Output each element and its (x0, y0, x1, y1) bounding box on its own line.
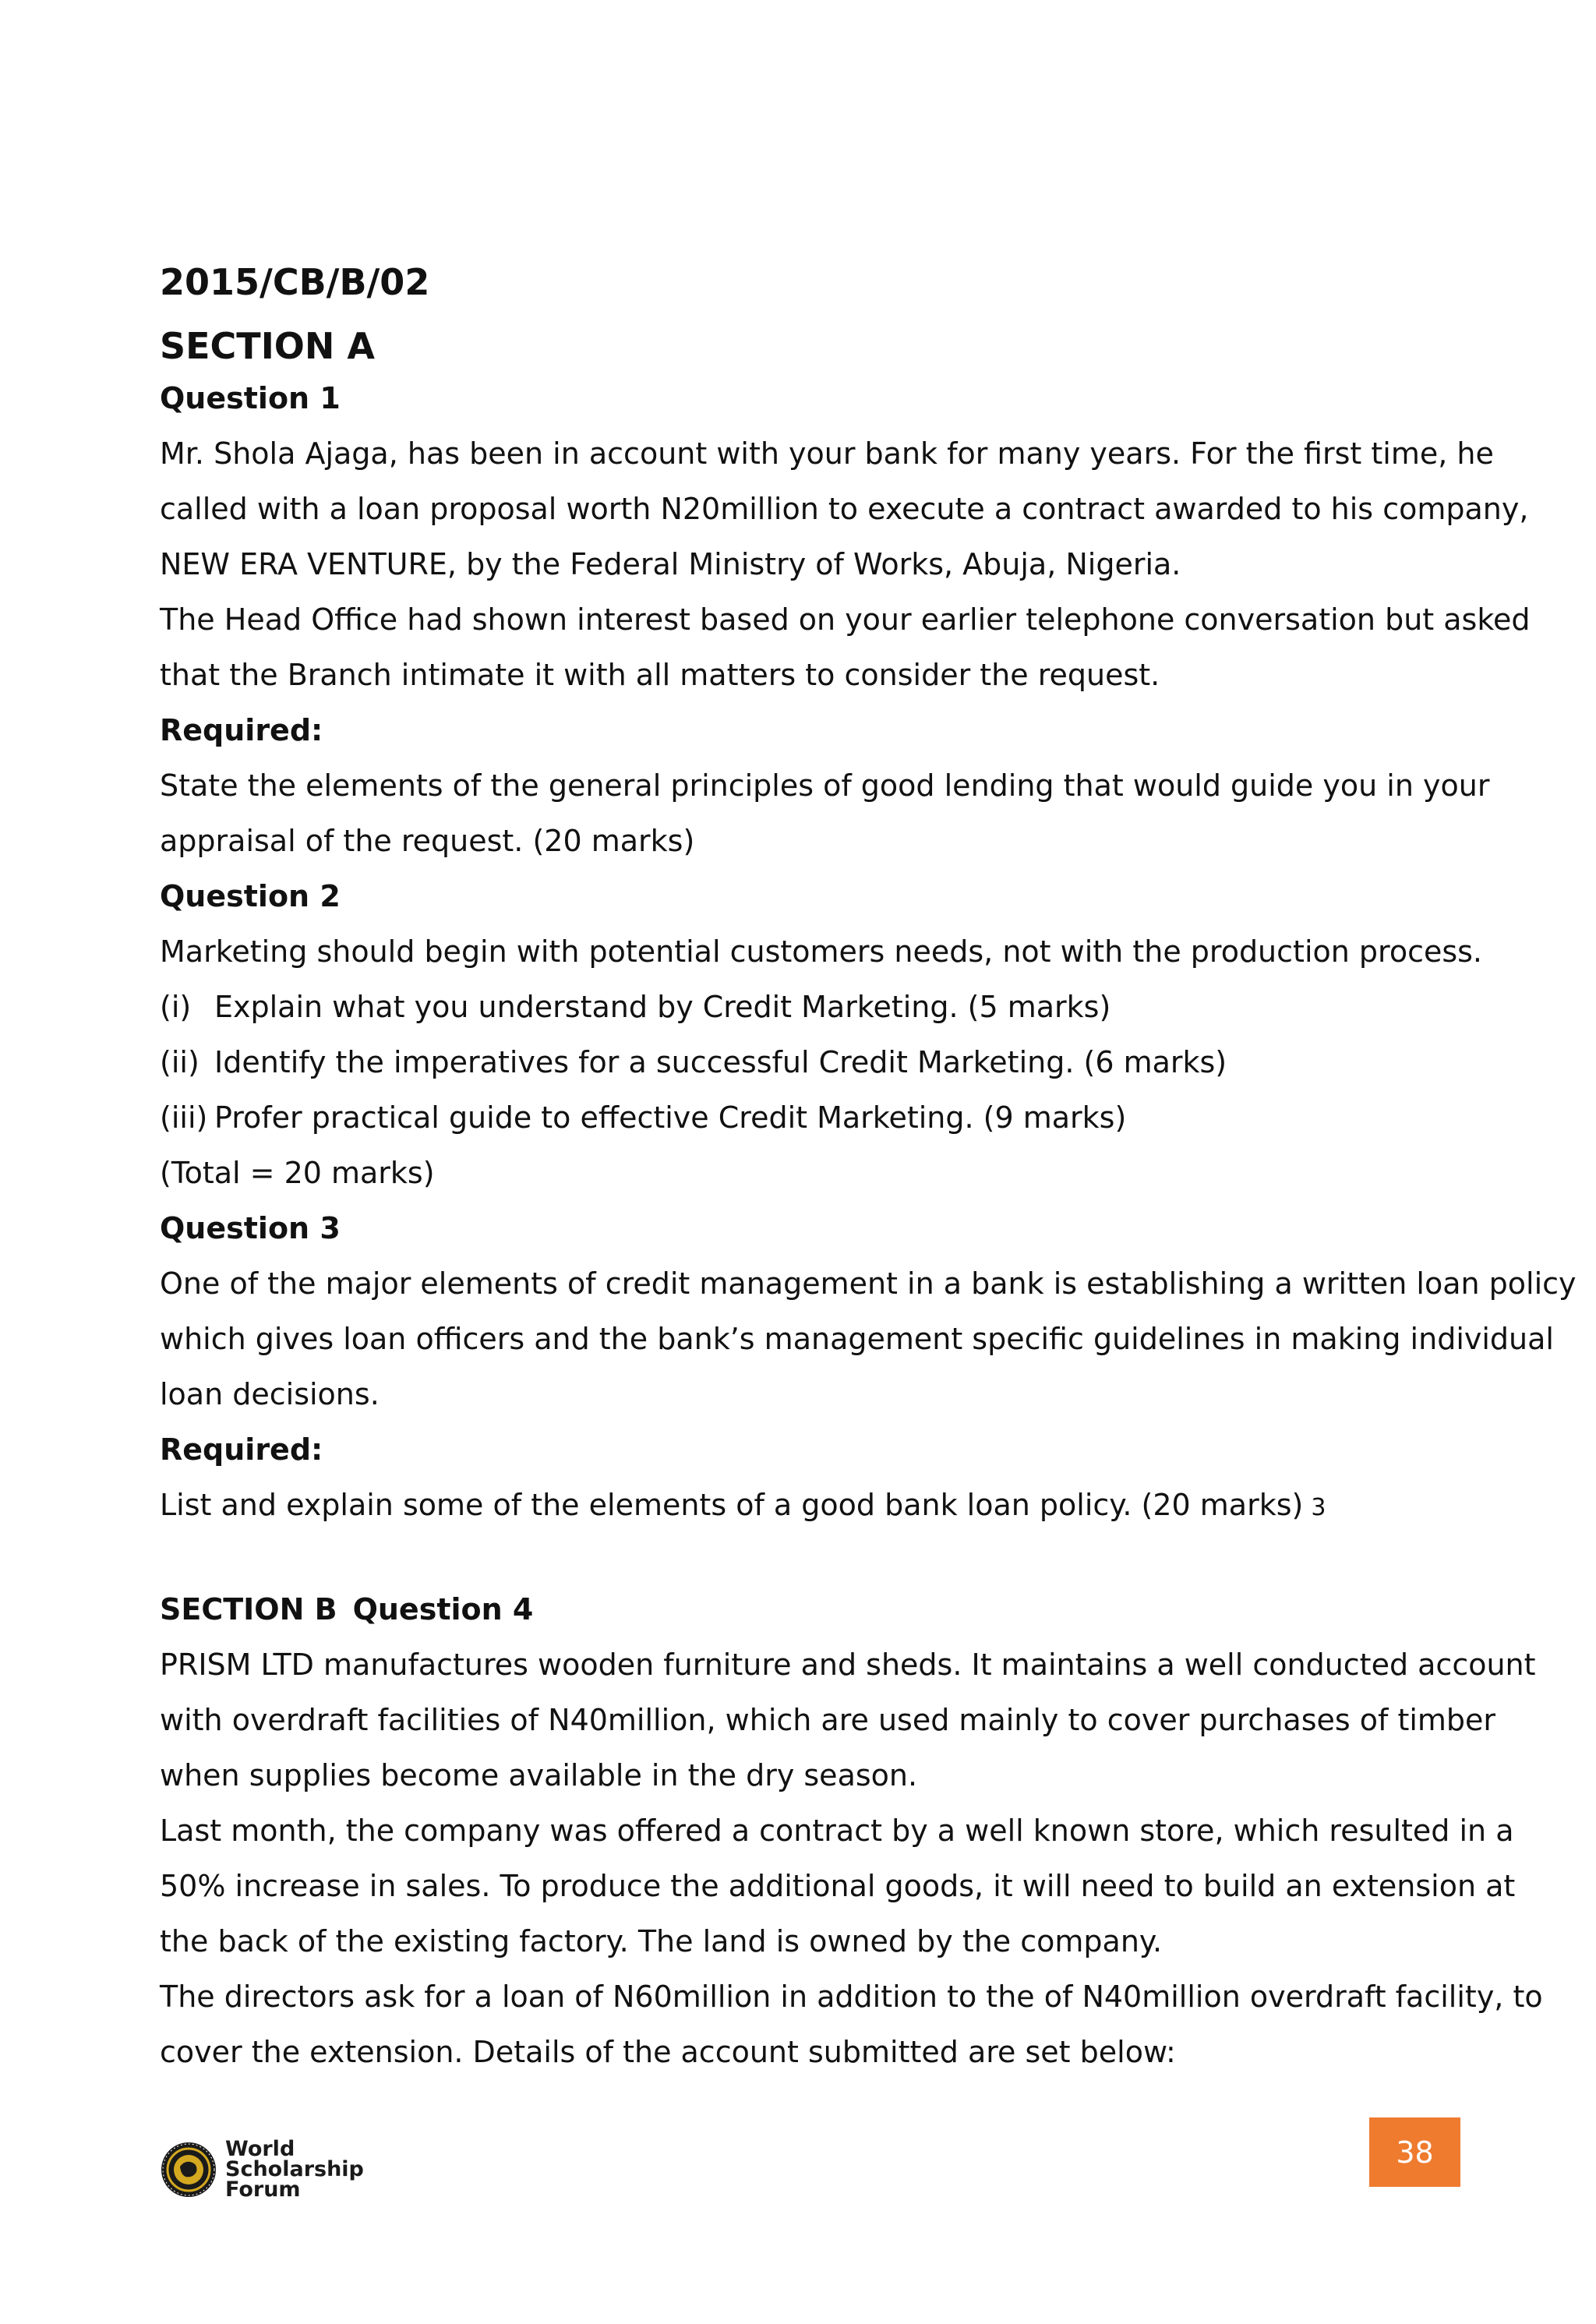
question-3-paragraph (160, 1256, 1577, 1422)
question-1-required-label: Required: (160, 713, 323, 747)
question-3-required-text (160, 1478, 1485, 1535)
question-2-item (160, 1035, 1485, 1090)
question-2-title: Question 2 (160, 879, 341, 913)
question-4-paragraph-1 (160, 1637, 1536, 1803)
question-4-paragraph-3 (160, 1969, 1543, 2080)
logo-line: World (225, 2137, 295, 2161)
text-line: when supplies become available in the dry season. (160, 1758, 918, 1792)
text-line: One of the major elements of credit management in a bank is establishing a written loan policy (160, 1266, 1577, 1301)
text-line: The directors ask for a loan of N60million in addition to the of N40million overdraft facility, to (160, 1980, 1543, 2014)
text-line: 50% increase in sales. To produce the additional goods, it will need to build an extension at (160, 1869, 1516, 1903)
item-text: Profer practical guide to effective Credit Marketing. (9 marks) (214, 1100, 1127, 1135)
trailing-number: 3 (1311, 1494, 1326, 1521)
question-2-intro (160, 924, 1485, 980)
required-text: List and explain some of the elements of a good bank loan policy. (20 marks) (160, 1488, 1304, 1522)
text-line: PRISM LTD manufactures wooden furniture and sheds. It maintains a well conducted account (160, 1648, 1536, 1682)
item-number: (i) (160, 990, 192, 1024)
text-line: loan decisions. (160, 1377, 380, 1411)
text-line: called with a loan proposal worth N20million to execute a contract awarded to his company, (160, 492, 1529, 526)
text-line: Mr. Shola Ajaga, has been in account with your bank for many years. For the first time, he (160, 436, 1494, 471)
logo-line: Forum (225, 2177, 301, 2202)
item-text: Explain what you understand by Credit Marketing. (5 marks) (214, 990, 1111, 1024)
text-line: with overdraft facilities of N40million, which are used mainly to cover purchases of timber (160, 1703, 1496, 1737)
text-line: State the elements of the general principles of good lending that would guide you in your (160, 768, 1490, 803)
page-content (160, 234, 1577, 2080)
question-4-paragraph-2 (160, 1803, 1516, 1969)
text-line (160, 1478, 1485, 1535)
text-line: Marketing should begin with potential customers needs, not with the production process. (160, 934, 1483, 969)
spacer (160, 1535, 1485, 1582)
world-scholarship-forum-logo (160, 2139, 364, 2200)
logo-line: Scholarship (225, 2157, 364, 2181)
text-line: (Total = 20 marks) (160, 1156, 435, 1190)
question-4-title: Question 4 (352, 1592, 534, 1626)
text-line: NEW ERA VENTURE, by the Federal Ministry of Works, Abuja, Nigeria. (160, 547, 1181, 581)
text-line: Last month, the company was offered a contract by a well known store, which resulted in a (160, 1814, 1514, 1848)
question-2-item (160, 980, 1485, 1035)
item-number: (ii) (160, 1045, 200, 1079)
globe-seal-icon (160, 2141, 217, 2199)
text-line: The Head Office had shown interest based on your earlier telephone conversation but asked (160, 602, 1531, 637)
text-line: the back of the existing factory. The land is owned by the company. (160, 1924, 1163, 1958)
logo-text (225, 2139, 364, 2200)
question-1-paragraph-1 (160, 426, 1529, 592)
document-code: 2015/CB/B/02 (160, 261, 430, 303)
section-a-title: SECTION A (160, 325, 376, 367)
item-text: Identify the imperatives for a successful Credit Marketing. (6 marks) (214, 1045, 1227, 1079)
question-2-item (160, 1090, 1485, 1146)
question-3-title: Question 3 (160, 1211, 341, 1245)
page-number-badge: 38 (1369, 2117, 1460, 2187)
text-line: that the Branch intimate it with all matters to consider the request. (160, 658, 1160, 692)
question-1-paragraph-2 (160, 592, 1531, 703)
item-number: (iii) (160, 1100, 208, 1135)
text-line: appraisal of the request. (20 marks) (160, 824, 695, 858)
section-b-title: SECTION B (160, 1592, 337, 1626)
text-line: cover the extension. Details of the account submitted are set below: (160, 2035, 1176, 2069)
question-1-required-text (160, 758, 1490, 869)
question-3-required-label: Required: (160, 1432, 323, 1467)
text-line: which gives loan officers and the bank’s management specific guidelines in making individual (160, 1322, 1554, 1356)
question-2-total (160, 1146, 1485, 1201)
section-b-heading (160, 1582, 1485, 1637)
question-1-title: Question 1 (160, 381, 341, 415)
